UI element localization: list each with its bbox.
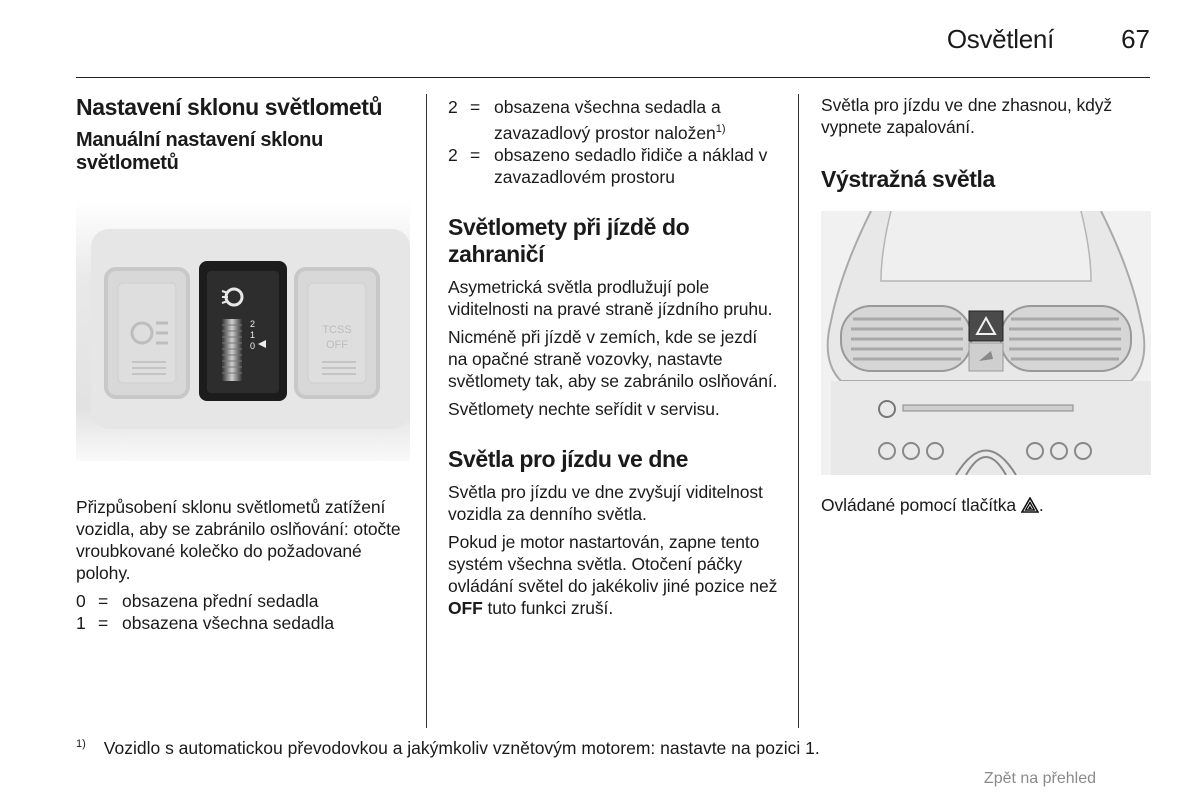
daytime-off-paragraph: Světla pro jízdu ve dne zhasnou, když vypnete zapalování.: [821, 95, 1113, 137]
svg-text:0: 0: [250, 341, 256, 351]
heading-hazard-lights: Výstražná světla: [821, 166, 995, 192]
column-middle: [448, 96, 778, 625]
abroad-paragraph-3: Světlomety nechte seřídit v servisu.: [448, 398, 720, 419]
heading-abroad: Světlomety při jízdě do zahraničí: [448, 213, 690, 267]
headlight-range-switch-image: [76, 201, 410, 461]
subheading-manual-range: Manuální nastavení sklonu světlometů: [76, 129, 324, 174]
footnote: [76, 738, 820, 759]
list-item: 2 = obsazeno sedadlo řidiče a náklad v zavazadlovém prostoru: [448, 144, 768, 187]
footnote-ref: 1): [715, 123, 726, 135]
list-item: 1 = obsazena všechna sedadla: [76, 613, 335, 633]
column-right: [821, 94, 1151, 522]
daytime-paragraph-1: Světla pro jízdu ve dne zvyšují viditelnost vozidla za denního světla.: [448, 481, 763, 524]
daytime-paragraph-2: Pokud je motor nastartován, zapne tento systém všechna světla. Otočení páčky ovládání světel do jakékoliv jiné pozice než OFF tuto funkci zruší.: [448, 531, 778, 618]
fog-light-switch: [106, 269, 188, 397]
svg-text:OFF: OFF: [326, 339, 348, 351]
column-divider: [426, 94, 427, 728]
hazard-triangle-icon: [1021, 497, 1039, 513]
headlight-range-dial: [199, 261, 287, 401]
section-title: Osvětlení: [946, 24, 1054, 54]
column-divider: [798, 94, 799, 728]
hazard-button-console-image: [821, 211, 1151, 475]
footnote-text: Vozidlo s automatickou převodovkou a jakýmkoliv vznětovým motorem: nastavte na pozici 1.: [103, 738, 820, 758]
hazard-caption: Ovládané pomocí tlačítka .: [821, 495, 1044, 515]
tcss-off-switch: [296, 269, 378, 397]
abroad-paragraph-2: Nicméně při jízdě v zemích, kde se jezdí na opačné straně vozovky, nastavte světlomety tak, aby se zabránilo oslňování.: [448, 326, 778, 391]
page-header: [76, 0, 1150, 78]
list-item: 0 = obsazena přední sedadla: [76, 591, 319, 611]
page-number: 67: [1121, 24, 1150, 54]
heading-headlight-range: Nastavení sklonu světlometů: [76, 94, 383, 120]
heading-daytime-lights: Světla pro jízdu ve dne: [448, 445, 689, 472]
svg-text:TCSS: TCSS: [322, 324, 352, 336]
abroad-paragraph-1: Asymetrická světla prodlužují pole viditelnosti na pravé straně jízdního pruhu.: [448, 276, 773, 319]
footnote-marker: 1): [76, 738, 86, 751]
column-left: [76, 94, 410, 634]
svg-text:2: 2: [250, 319, 256, 329]
range-paragraph: Přizpůsobení sklonu světlometů zatížení vozidla, aby se zabránilo oslňování: otočte vroubkované kolečko do požadované polohy.: [76, 497, 401, 583]
back-to-overview-link[interactable]: Zpět na přehled: [983, 770, 1096, 787]
off-label: OFF: [448, 597, 483, 618]
list-item: 2 = obsazena všechna sedadla a zavazadlový prostor naložen$^{1)}$: [448, 97, 726, 143]
svg-text:1: 1: [250, 330, 256, 340]
